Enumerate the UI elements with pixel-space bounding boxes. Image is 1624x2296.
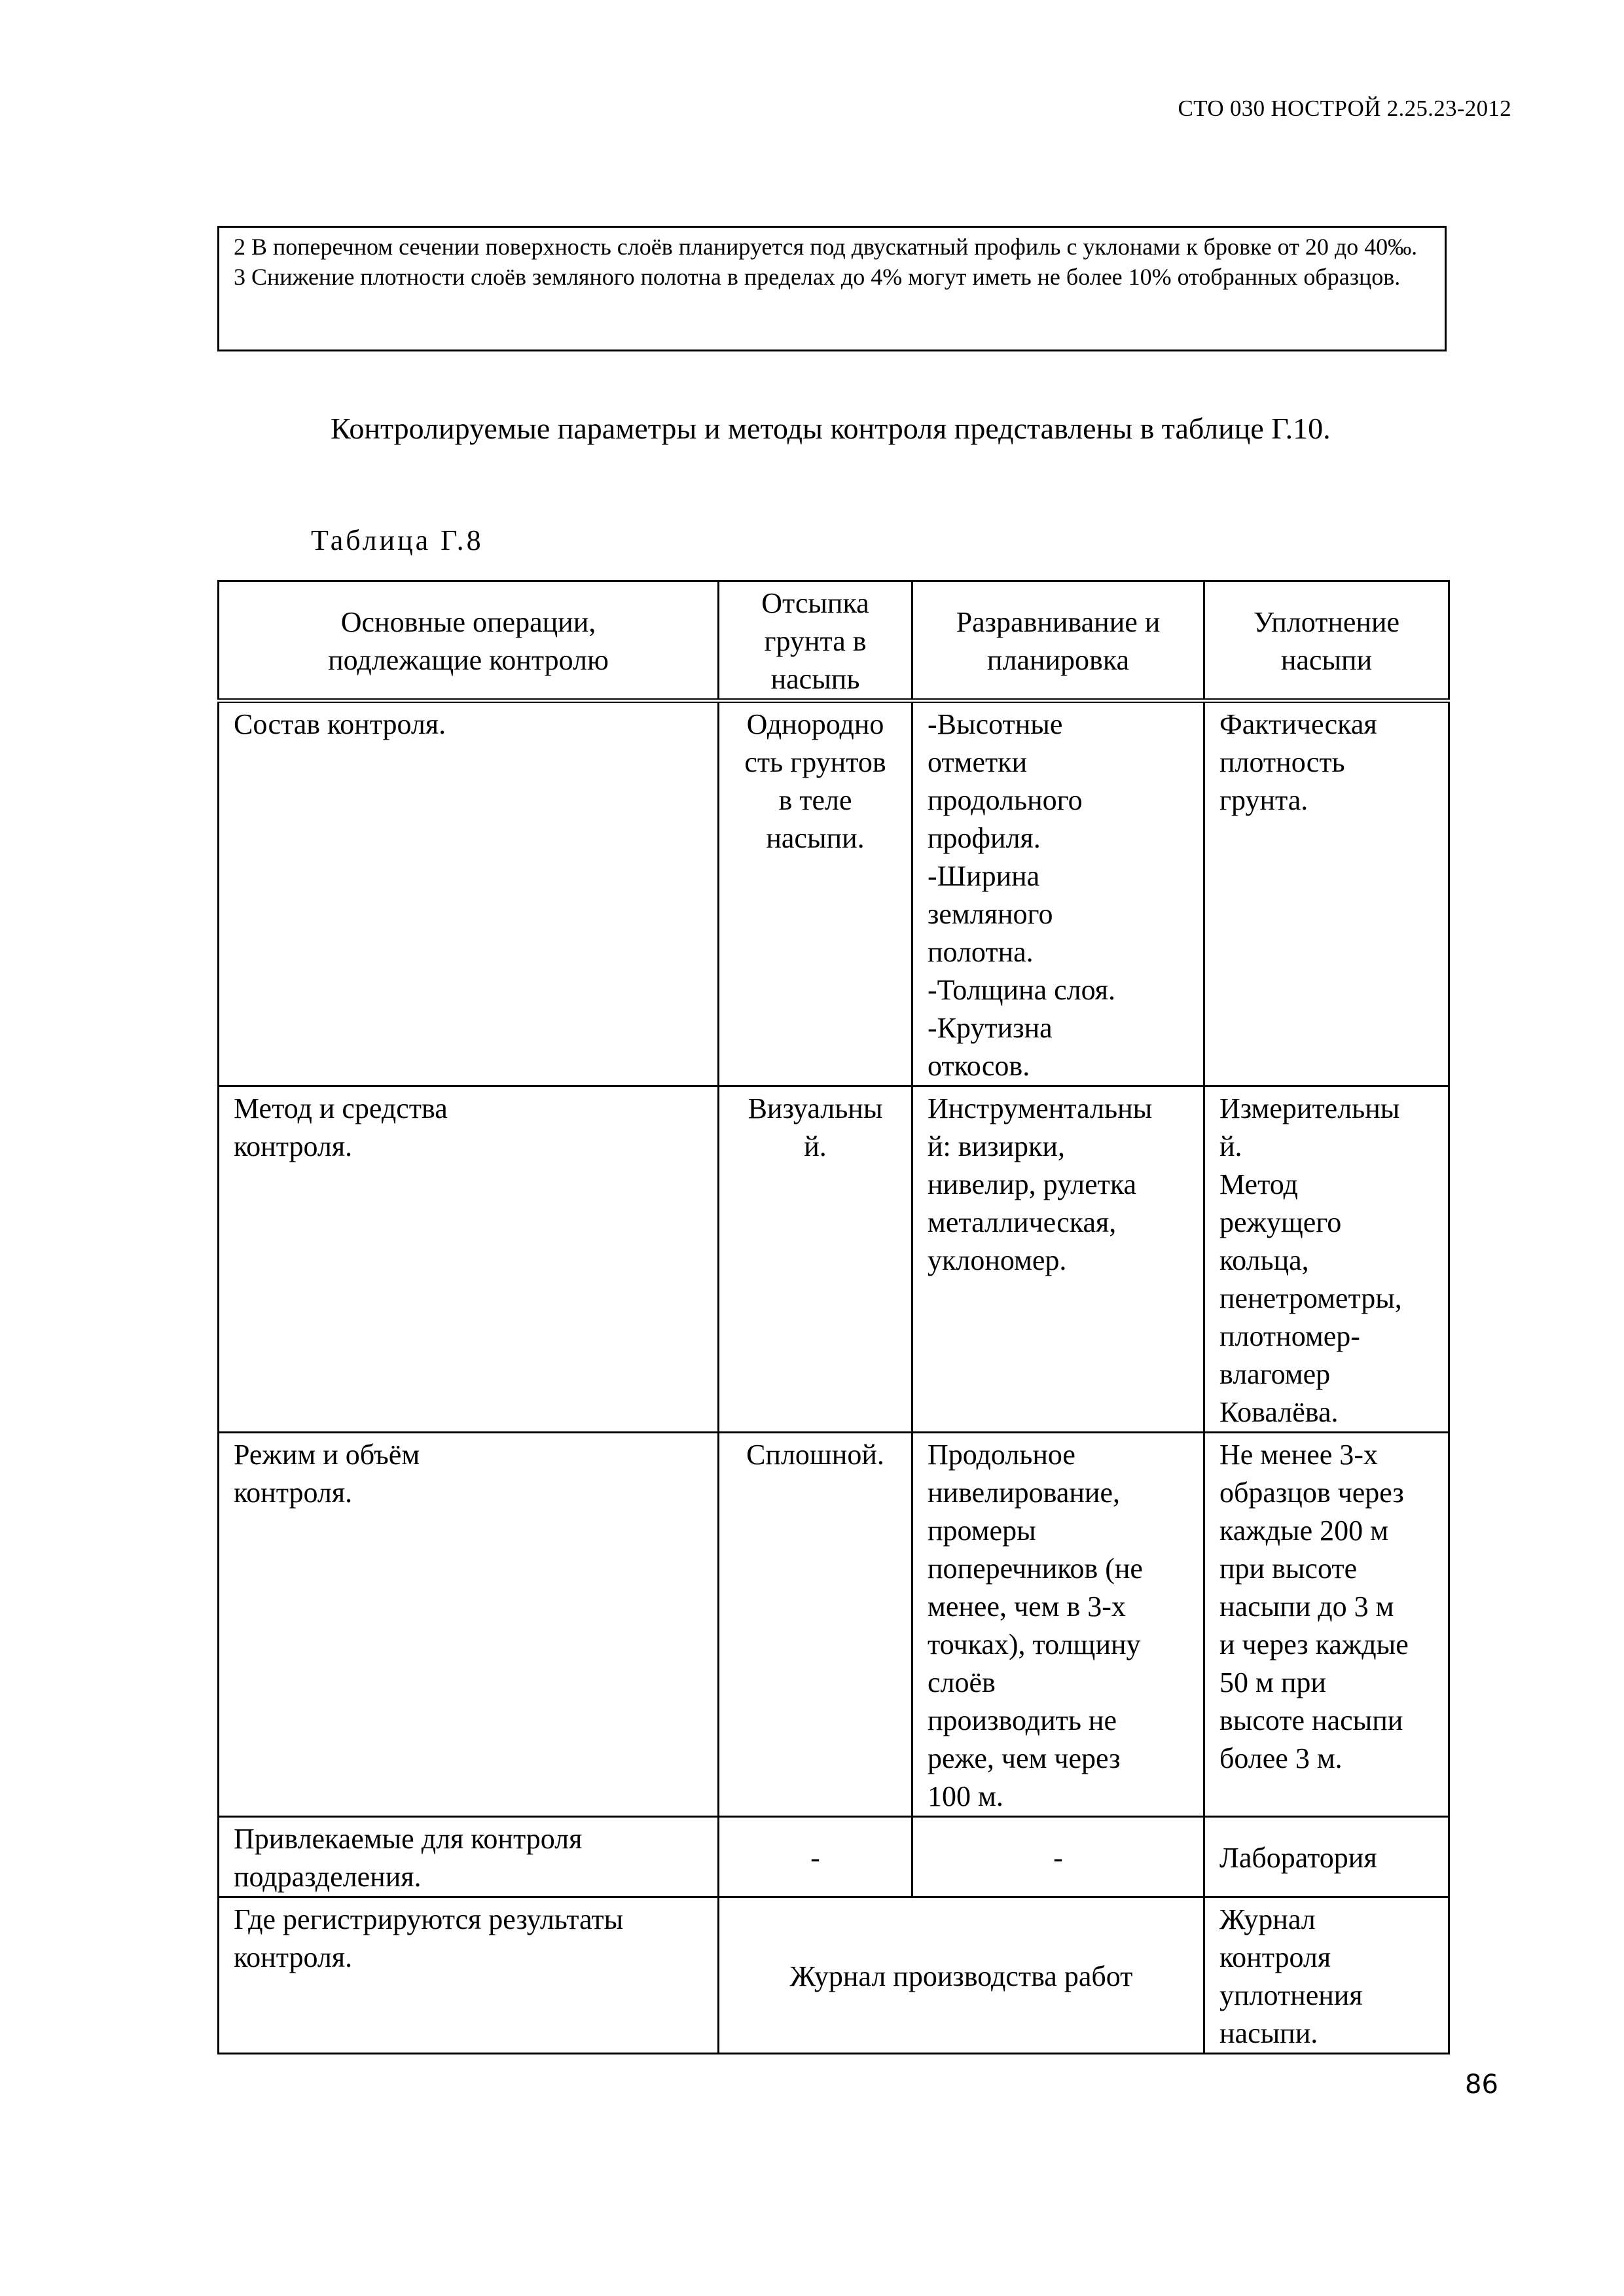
cell-line: Инструментальны — [928, 1092, 1153, 1124]
cell-line: Лаборатория — [1219, 1842, 1377, 1874]
cell-line: полотна. — [928, 936, 1034, 968]
note-2: 2 В поперечном сечении поверхность слоёв планируется под двускатный профиль с уклонами к бровке от 20 до 40‰. — [234, 234, 1418, 260]
table-row — [219, 1086, 1449, 1433]
cell-compact — [1204, 1817, 1449, 1897]
cell-compact — [1204, 701, 1449, 1086]
header-fill — [719, 581, 912, 701]
cell-line: высоте насыпи — [1219, 1704, 1403, 1736]
cell-line: Однородно — [746, 708, 884, 740]
cell-line: контроля. — [234, 1477, 353, 1509]
cell-line: нивелир, рулетка — [928, 1168, 1137, 1200]
cell-line: при высоте — [1219, 1552, 1358, 1585]
cell-line: й. — [1219, 1130, 1242, 1162]
cell-line: насыпи — [1280, 644, 1373, 676]
cell-line: плотность — [1219, 746, 1345, 778]
table-row — [219, 1897, 1449, 2054]
cell-line: 50 м при — [1219, 1666, 1326, 1698]
cell-line: менее, чем в 3-х — [928, 1590, 1126, 1623]
cell-line: пенетрометры, — [1219, 1282, 1402, 1314]
cell-line: Фактическая — [1219, 708, 1377, 740]
header-compact — [1204, 581, 1449, 701]
cell-line: Метод — [1219, 1168, 1298, 1200]
notes-box — [217, 226, 1447, 351]
cell-line: грунта в — [764, 625, 867, 657]
cell-line: й: визирки, — [928, 1130, 1065, 1162]
cell-compact — [1204, 1433, 1449, 1817]
cell-line: подразделения. — [234, 1861, 422, 1893]
cell-line: Ковалёва. — [1219, 1396, 1339, 1428]
cell-line: -Крутизна — [928, 1012, 1053, 1044]
cell-line: сть грунтов — [744, 746, 886, 778]
cell-level — [912, 701, 1204, 1086]
cell-line: насыпи. — [766, 822, 865, 854]
cell-level — [912, 1086, 1204, 1433]
cell-line: кольца, — [1219, 1244, 1309, 1276]
note-3: 3 Снижение плотности слоёв земляного полотна в пределах до 4% могут иметь не более 10% отобранных образцов. — [234, 264, 1401, 290]
row-label — [219, 1433, 719, 1817]
cell-line: Не менее 3-х — [1219, 1439, 1378, 1471]
cell-compact — [1204, 1897, 1449, 2054]
cell-line: влагомер — [1219, 1358, 1331, 1390]
cell-line: Уплотнение — [1253, 606, 1400, 638]
cell-line: насыпи до 3 м — [1219, 1590, 1394, 1623]
cell-line: - — [1053, 1842, 1063, 1874]
cell-line: Режим и объём — [234, 1439, 420, 1471]
cell-line: более 3 м. — [1219, 1742, 1343, 1774]
table-caption: Таблица Г.8 — [311, 524, 484, 556]
cell-line: откосов. — [928, 1050, 1030, 1082]
cell-line: образцов через — [1219, 1477, 1404, 1509]
cell-line: контроля — [1219, 1941, 1331, 1973]
cell-line: Продольное — [928, 1439, 1075, 1471]
cell-fill — [719, 701, 912, 1086]
intro-paragraph: Контролируемые параметры и методы контроля представлены в таблице Г.10. — [331, 412, 1331, 445]
row-label — [219, 701, 719, 1086]
table-row — [219, 1433, 1449, 1817]
cell-line: промеры — [928, 1515, 1036, 1547]
header-operations — [219, 581, 719, 701]
cell-line: продольного — [928, 784, 1083, 816]
cell-merged-journal: Журнал производства работ — [719, 1897, 1204, 2054]
row-label — [219, 1897, 719, 2054]
row-label — [219, 1817, 719, 1897]
cell-line: подлежащие контролю — [328, 644, 609, 676]
cell-line: реже, чем через — [928, 1742, 1121, 1774]
row-label — [219, 1086, 719, 1433]
cell-line: профиля. — [928, 822, 1041, 854]
cell-line: поперечников (не — [928, 1552, 1143, 1585]
cell-line: насыпь — [770, 663, 860, 695]
cell-line: планировка — [986, 644, 1130, 676]
cell-line: каждые 200 м — [1219, 1515, 1388, 1547]
cell-line: нивелирование, — [928, 1477, 1120, 1509]
cell-line: земляного — [928, 898, 1053, 930]
cell-line: Метод и средства — [234, 1092, 448, 1124]
cell-compact — [1204, 1086, 1449, 1433]
cell-line: металлическая, — [928, 1206, 1117, 1238]
cell-line: контроля. — [234, 1130, 353, 1162]
cell-line: -Ширина — [928, 860, 1040, 892]
table-row — [219, 701, 1449, 1086]
cell-line: й. — [804, 1130, 827, 1162]
cell-line: точках), толщину — [928, 1628, 1141, 1660]
cell-line: отметки — [928, 746, 1028, 778]
table-row — [219, 1817, 1449, 1897]
cell-line: Измерительны — [1219, 1092, 1400, 1124]
cell-fill — [719, 1817, 912, 1897]
header-level — [912, 581, 1204, 701]
page-number: 86 — [1465, 2070, 1498, 2100]
cell-line: -Высотные — [928, 708, 1063, 740]
cell-level — [912, 1817, 1204, 1897]
cell-line: Привлекаемые для контроля — [234, 1823, 583, 1855]
cell-line: плотномер- — [1219, 1320, 1360, 1352]
cell-line: Основные операции, — [340, 606, 596, 638]
cell-line: Журнал — [1219, 1903, 1316, 1935]
cell-line: и через каждые — [1219, 1628, 1409, 1660]
cell-level — [912, 1433, 1204, 1817]
cell-line: слоёв — [928, 1666, 996, 1698]
cell-line: Где регистрируются результаты — [234, 1903, 624, 1935]
cell-line: производить не — [928, 1704, 1117, 1736]
table-header-row — [219, 581, 1449, 701]
cell-line: Визуальны — [748, 1092, 883, 1124]
cell-fill — [719, 1086, 912, 1433]
cell-line: грунта. — [1219, 784, 1308, 816]
cell-fill — [719, 1433, 912, 1817]
cell-line: - — [810, 1842, 820, 1874]
cell-line: режущего — [1219, 1206, 1342, 1238]
cell-line: уклономер. — [928, 1244, 1067, 1276]
document-code: СТО 030 НОСТРОЙ 2.25.23-2012 — [1178, 96, 1511, 121]
cell-line: контроля. — [234, 1941, 353, 1973]
cell-line: уплотнения — [1219, 1979, 1363, 2011]
cell-line: Разравнивание и — [956, 606, 1161, 638]
cell-line: Отсыпка — [761, 587, 869, 619]
cell-line: -Толщина слоя. — [928, 974, 1115, 1006]
cell-line: 100 м. — [928, 1780, 1003, 1812]
control-table — [217, 580, 1450, 2054]
cell-line: в теле — [778, 784, 852, 816]
cell-line: насыпи. — [1219, 2017, 1318, 2049]
cell-line: Состав контроля. — [234, 708, 446, 740]
cell-line: Сплошной. — [746, 1439, 884, 1471]
